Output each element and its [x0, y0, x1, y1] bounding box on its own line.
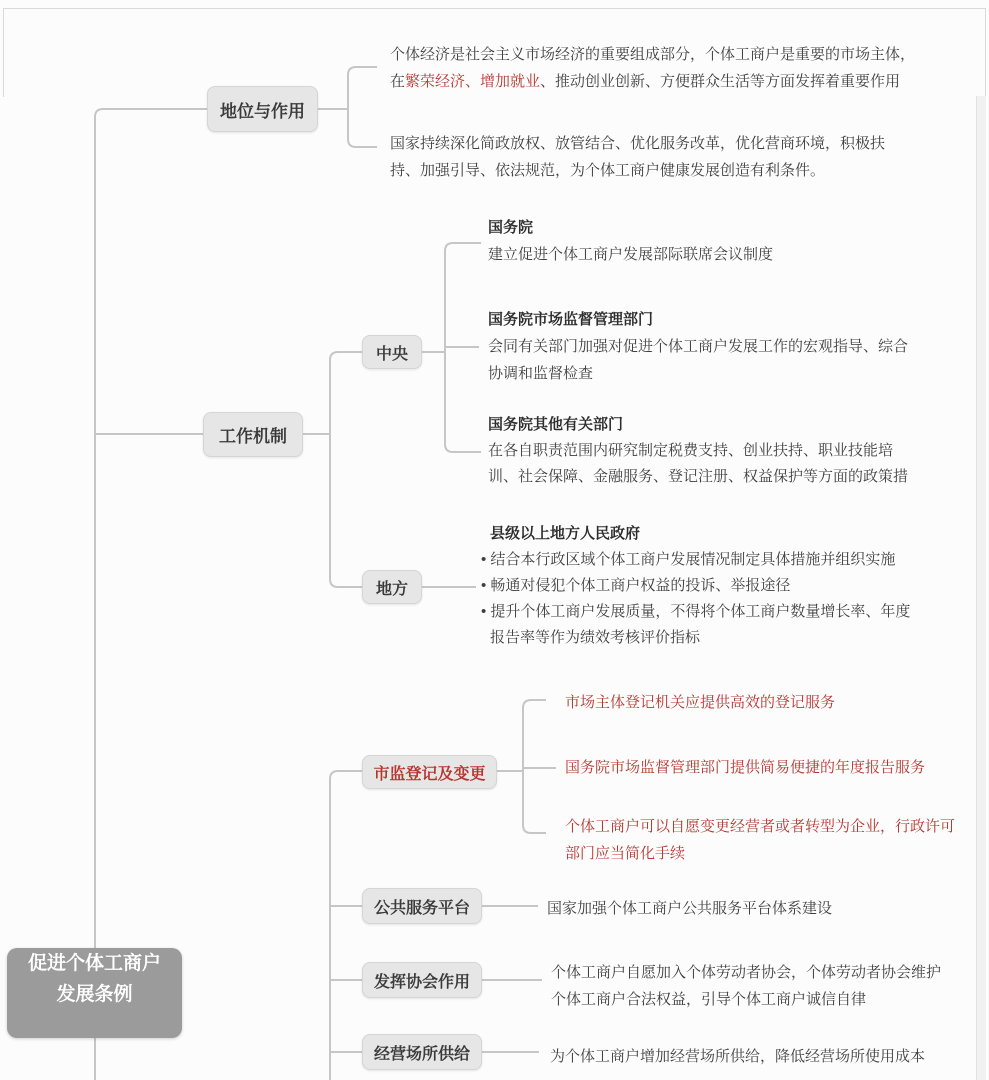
- central-item-3-line2: 训、社会保障、金融服务、登记注册、权益保护等方面的政策措: [488, 468, 909, 485]
- node-premises-supply[interactable]: 经营场所供给: [362, 1034, 482, 1070]
- registration-item-2[interactable]: 国务院市场监督管理部门提供简易便捷的年度报告服务: [565, 759, 926, 776]
- platform-text[interactable]: 国家加强个体工商户公共服务平台体系建设: [547, 900, 833, 917]
- association-text-line1: 个体工商户自愿加入个体劳动者协会，个体劳动者协会维护: [551, 964, 942, 981]
- root-label-line1: 促进个体工商户: [27, 953, 161, 974]
- central-item-2-line2: 协调和监督检查: [488, 365, 594, 382]
- central-item-1-line1: 建立促进个体工商户发展部际联席会议制度: [488, 246, 774, 263]
- status-text-1-line2: 在繁荣经济、增加就业、推动创业创新、方便群众生活等方面发挥着重要作用: [390, 73, 901, 90]
- node-public-service-platform[interactable]: 公共服务平台: [362, 888, 482, 924]
- status-text-2-line2: 持、加强引导、依法规范，为个体工商户健康发展创造有利条件。: [390, 162, 826, 179]
- local-bullet-3: • 提升个体工商户发展质量，不得将个体工商户数量增长率、年度: [481, 603, 911, 620]
- central-item-other-departments[interactable]: [488, 412, 908, 490]
- status-text-2-line1: 国家持续深化简政放权、放管结合、优化服务改革，优化营商环境，积极扶: [390, 135, 886, 152]
- local-bullet-1: • 结合本行政区域个体工商户发展情况制定具体措施并组织实施: [481, 551, 896, 568]
- local-bullet-3-wrap: 报告率等作为绩效考核评价指标: [490, 629, 701, 646]
- registration-item-1[interactable]: 市场主体登记机关应提供高效的登记服务: [565, 694, 836, 711]
- node-status-role[interactable]: 地位与作用: [207, 86, 318, 132]
- association-text-line2: 个体工商户合法权益，引导个体工商户诚信自律: [551, 991, 867, 1008]
- node-local[interactable]: 地方: [362, 570, 422, 604]
- central-item-3-line1: 在各自职责范围内研究制定税费支持、创业扶持、职业技能培: [488, 442, 894, 459]
- canvas-border-top: [3, 8, 986, 9]
- registration-item-3-line1: 个体工商户可以自愿变更经营者或者转型为企业，行政许可: [565, 818, 956, 835]
- status-text-1-line1: 个体经济是社会主义市场经济的重要组成部分，个体工商户是重要的市场主体，: [390, 46, 916, 63]
- central-item-3-title: 国务院其他有关部门: [488, 416, 624, 433]
- premises-text[interactable]: 为个体工商户增加经营场所供给，降低经营场所使用成本: [550, 1048, 926, 1065]
- registration-item-3[interactable]: [565, 813, 955, 867]
- local-government-block[interactable]: [481, 521, 910, 651]
- association-text[interactable]: [551, 959, 941, 1013]
- central-item-2-title: 国务院市场监督管理部门: [488, 311, 654, 328]
- node-work-mechanism[interactable]: 工作机制: [203, 412, 303, 457]
- local-bullet-2: • 畅通对侵犯个体工商户权益的投诉、举报途径: [481, 577, 791, 594]
- canvas-border-left: [3, 8, 4, 97]
- local-title: 县级以上地方人民政府: [490, 525, 641, 542]
- central-item-state-council[interactable]: [488, 214, 773, 268]
- node-registration-change[interactable]: 市监登记及变更: [362, 755, 497, 789]
- central-item-2-line1: 会同有关部门加强对促进个体工商户发展工作的宏观指导、综合: [488, 338, 909, 355]
- status-text-block-2[interactable]: [390, 130, 885, 184]
- status-text-block-1[interactable]: [390, 41, 915, 95]
- node-association-role[interactable]: 发挥协会作用: [362, 962, 482, 998]
- node-central[interactable]: 中央: [362, 335, 422, 369]
- central-item-market-regulator[interactable]: [488, 306, 908, 387]
- registration-item-3-line2: 部门应当简化手续: [565, 845, 686, 862]
- central-item-1-title: 国务院: [488, 219, 534, 236]
- root-label-line2: 发展条例: [56, 984, 133, 1005]
- status-text-red-highlight: 繁荣经济、增加就业: [405, 73, 541, 90]
- root-node[interactable]: [7, 948, 182, 1038]
- scrollbar[interactable]: [976, 96, 986, 1080]
